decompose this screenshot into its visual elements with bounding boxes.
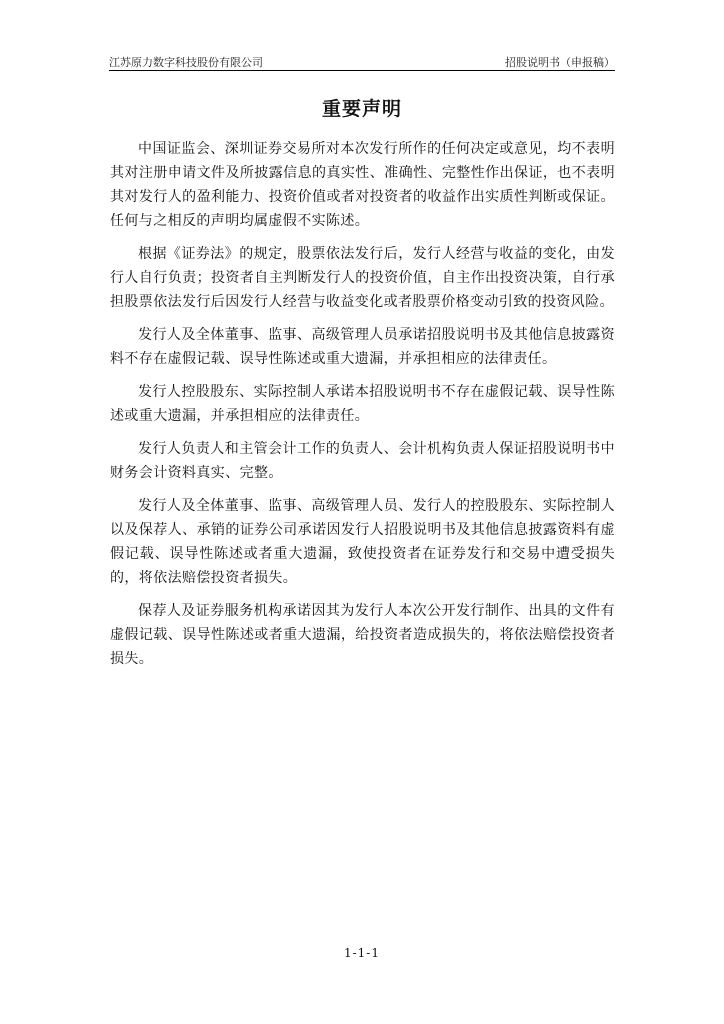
header-divider <box>109 70 615 71</box>
page-number: 1-1-1 <box>343 946 380 960</box>
paragraph-4: 发行人控股股东、实际控制人承诺本招股说明书不存在虚假记载、误导性陈述或重大遗漏，并承担相应的法律责任。 <box>110 384 615 424</box>
page-title: 重要声明 <box>321 98 402 120</box>
paragraph-5: 发行人负责人和主管会计工作的负责人、会计机构负责人保证招股说明书中财务会计资料真实、完整。 <box>110 441 615 481</box>
paragraph-3: 发行人及全体董事、监事、高级管理人员承诺招股说明书及其他信息披露资料不存在虚假记载、误导性陈述或重大遗漏，并承担相应的法律责任。 <box>110 327 615 367</box>
paragraph-2: 根据《证券法》的规定，股票依法发行后，发行人经营与收益的变化，由发行人自行负责；投资者自主判断发行人的投资价值，自主作出投资决策，自行承担股票依法发行后因发行人经营与收益变化或者股票价格变动引致的投资风险。 <box>110 246 615 310</box>
paragraph-7: 保荐人及证券服务机构承诺因其为发行人本次公开发行制作、出具的文件有虚假记载、误导性陈述或者重大遗漏，给投资者造成损失的，将依法赔偿投资者损失。 <box>110 603 615 667</box>
paragraph-6: 发行人及全体董事、监事、高级管理人员、发行人的控股股东、实际控制人以及保荐人、承销的证券公司承诺因发行人招股说明书及其他信息披露资料有虚假记载、误导性陈述或者重大遗漏，致使投资者在证券发行和交易中遭受损失的，将依法赔偿投资者损失。 <box>110 498 615 586</box>
page-header <box>109 50 615 70</box>
statement-body <box>110 137 615 680</box>
header-document-type: 招股说明书（申报稿） <box>505 56 615 69</box>
header-company-name: 江苏原力数字科技股份有限公司 <box>109 56 263 69</box>
paragraph-1: 中国证监会、深圳证券交易所对本次发行所作的任何决定或意见，均不表明其对注册申请文件及所披露信息的真实性、准确性、完整性作出保证，也不表明其对发行人的盈利能力、投资价值或者对投资者的收益作出实质性判断或保证。任何与之相反的声明均属虚假不实陈述。 <box>110 141 615 229</box>
